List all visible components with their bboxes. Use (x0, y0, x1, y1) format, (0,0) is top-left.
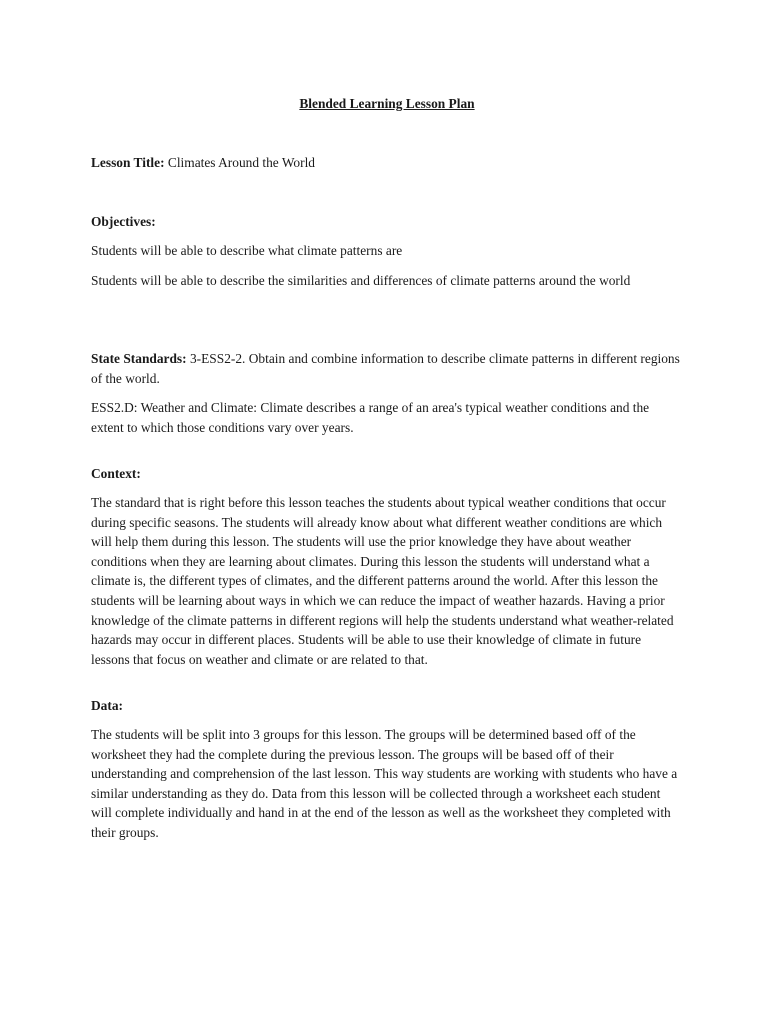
lesson-title-value: Climates Around the World (167, 155, 315, 170)
objective-item: Students will be able to describe the similarities and differences of climate patterns around the world (91, 273, 631, 288)
lesson-title-label: Lesson Title: (91, 155, 165, 170)
data-heading: Data: (91, 698, 123, 713)
objectives-heading: Objectives: (91, 214, 156, 229)
context-body: The standard that is right before this lesson teaches the students about typical weather conditions that occur during specific seasons. The students will already know about what different weather conditions are which will help them during this lesson. The students will use the prior knowledge they have about weather conditions when they are learning about climates. During this lesson the students will understand what a climate is, the different types of climates, and the different patterns around the world. After this lesson the students will be learning about ways in which we can reduce the impact of weather hazards. Having a prior knowledge of the climate patterns in different regions will help the students understand what weather-related hazards may occur in different places. Students will be able to use their knowledge of climate in future lessons that focus on weather and climate or are related to that. (91, 495, 674, 667)
state-standards-line (91, 349, 683, 388)
lesson-title-line (91, 153, 683, 173)
data-body: The students will be split into 3 groups for this lesson. The groups will be determined based off of the worksheet they had the complete during the previous lesson. The groups will be based off of their understanding and comprehension of the last lesson. This way students are working with students who have a similar understanding as they do. Data from this lesson will be collected through a worksheet each student will complete individually and hand in at the end of the lesson as well as the worksheet they completed with their groups. (91, 727, 678, 840)
state-standards-value: 3-ESS2-2. Obtain and combine information to describe climate patterns in different regions of the world. (91, 351, 680, 386)
document-title: Blended Learning Lesson Plan (299, 96, 475, 111)
state-standards-label: State Standards: (91, 351, 187, 366)
objective-item: Students will be able to describe what climate patterns are (91, 243, 403, 258)
context-heading: Context: (91, 466, 141, 481)
state-standards-extra: ESS2.D: Weather and Climate: Climate describes a range of an area's typical weather conditions and the extent to which those conditions vary over years. (91, 400, 650, 435)
